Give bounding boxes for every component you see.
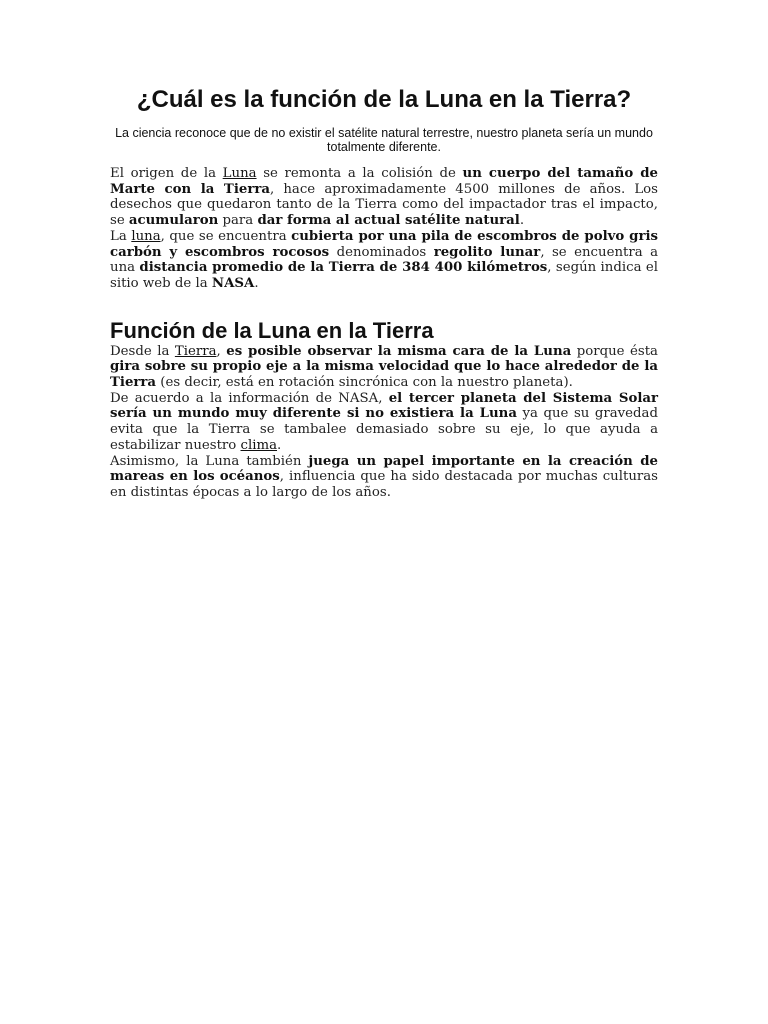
text: , se encuentra a una — [110, 244, 659, 276]
text: porque ésta — [571, 343, 658, 359]
bold-text: juega un papel importante en la creación de mareas en los — [110, 453, 658, 485]
bold-text: gira sobre su propio eje a la misma velocidad que lo hace alrededor de la Tierra — [110, 359, 658, 391]
text: Desde la — [110, 343, 175, 359]
text: La — [110, 228, 132, 244]
paragraph-rotation — [110, 344, 658, 391]
text: . — [519, 213, 525, 229]
link-tierra[interactable]: Tierra — [174, 343, 217, 359]
text: Asimismo, la Luna también — [110, 453, 309, 469]
text: para — [218, 213, 258, 229]
text: , — [216, 343, 227, 359]
text: , influencia que ha sido destacada por muchas culturas en distintas épocas a lo largo de los años. — [110, 469, 659, 500]
bold-text: regolito lunar — [433, 244, 541, 260]
bold-text: el tercer planeta del Sistema Solar sería un mundo muy diferente si no existiera la Luna — [110, 390, 658, 422]
text: se remonta a la colisión de — [256, 166, 463, 181]
text: . — [277, 437, 282, 453]
bold-text: cubierta por una pila de escombros de polvo gris carbón y escombros rocosos — [110, 228, 659, 260]
section-heading: Función de la Luna en la Tierra — [110, 317, 434, 343]
bold-text: un cuerpo del tamaño de Marte con la Tierra — [110, 166, 659, 197]
text: denominados — [329, 244, 434, 260]
text: . — [254, 275, 259, 291]
bold-text: océanos — [219, 469, 280, 485]
bold-text: distancia promedio de la Tierra de 384 400 kilómetros — [139, 260, 548, 276]
page-title: ¿Cuál es la función de la Luna en la Tierra? — [136, 86, 632, 113]
paragraph-stability — [110, 391, 658, 454]
bold-text: dar forma al actual satélite natural — [257, 213, 520, 229]
paragraph-origin — [110, 166, 658, 229]
link-clima[interactable]: clima — [240, 437, 278, 453]
bold-text: acumularon — [128, 213, 219, 229]
link-luna-lower[interactable]: luna — [131, 228, 161, 244]
text: , según indica el sitio web de la — [110, 260, 658, 291]
paragraph-tides — [110, 454, 658, 501]
text: , hace aproximadamente 4500 millones de años. Los desechos que quedaron tanto de la Tierra como del impactador tras el impacto, se — [110, 181, 658, 229]
text: El origen de la — [110, 166, 223, 181]
text: , que se encuentra — [160, 228, 292, 244]
text: ya que su gravedad evita que la Tierra se tambalee demasiado sobre su eje, lo que ayuda a estabilizar nuestro — [110, 406, 658, 453]
page-subtitle: La ciencia reconoce que de no existir el satélite natural terrestre, nuestro planeta sería un mundo totalmente diferente. — [115, 126, 653, 154]
text: De acuerdo a la información de NASA, — [110, 390, 389, 406]
bold-text: es posible observar la misma cara de la Luna — [226, 343, 572, 359]
document-page — [110, 84, 658, 501]
text: (es decir, está en rotación sincrónica con la nuestro planeta). — [156, 375, 573, 391]
paragraph-composition — [110, 229, 658, 292]
link-luna[interactable]: Luna — [222, 166, 257, 181]
bold-text: NASA — [211, 275, 255, 291]
